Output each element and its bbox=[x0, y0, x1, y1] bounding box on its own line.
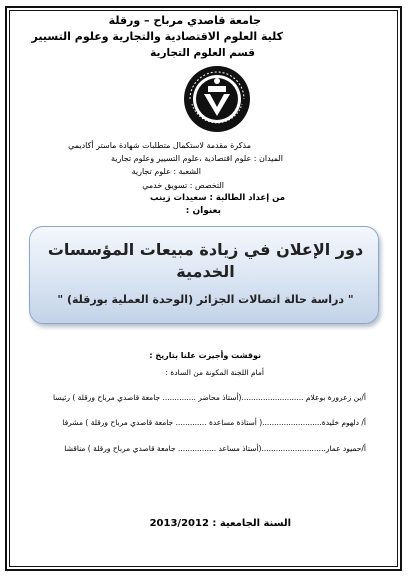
title-subtitle: " دراسة حالة اتصالات الجزائر (الوحدة العملية بورقلة) " bbox=[57, 293, 354, 306]
title-label: بعنوان : bbox=[185, 206, 221, 216]
title-line-2: الخدمية bbox=[176, 262, 235, 281]
faculty-name: كلية العلوم الاقتصادية والتجارية وعلوم التسيير bbox=[31, 30, 283, 43]
committee-member-supervisor: أ/ دلهوم خليدة.........................( أستاذة مساعدة ............. جامعة قاصدي مرباح ورقلة ) مشرفا bbox=[62, 418, 366, 427]
specialty-line: التخصص : تسويق خدمي bbox=[142, 181, 224, 190]
discussion-date-label: نوقشت وأجيزت علنا بتاريخ : bbox=[149, 351, 261, 360]
university-name: جامعة قاصدي مرباح – ورقلة bbox=[108, 14, 261, 27]
committee-member-chair: أ/بن زعرورة بوعلام ..........................(أستاذ محاضر .............. جامعة قاصدي مرباح ورقلة ) رئيسا bbox=[53, 393, 366, 402]
committee-member-examiner: أ/حميود عمار...........................(أستاذ مساعد ................ جامعة قاصدي مرباح ورقلة ) مناقشا bbox=[64, 444, 366, 453]
memo-description: مذكرة مقدمة لاستكمال متطلبات شهادة ماستر أكاديمي bbox=[68, 141, 251, 150]
academic-year: السنة الجامعية : 2013/2012 bbox=[149, 518, 291, 529]
university-logo bbox=[182, 64, 252, 134]
branch-line: الشعبة : علوم تجارية bbox=[131, 167, 201, 176]
committee-label: أمام اللجنة المكونة من السادة : bbox=[165, 368, 264, 377]
title-line-1: دور الإعلان في زيادة مبيعات المؤسسات bbox=[47, 240, 364, 259]
student-name: من إعداد الطالبة : سعيدات زينب bbox=[150, 193, 285, 203]
field-line: الميدان : علوم اقتصادية ،علوم التسيير وعلوم تجارية bbox=[110, 154, 283, 163]
department-name: قسم العلوم التجارية bbox=[150, 47, 255, 59]
